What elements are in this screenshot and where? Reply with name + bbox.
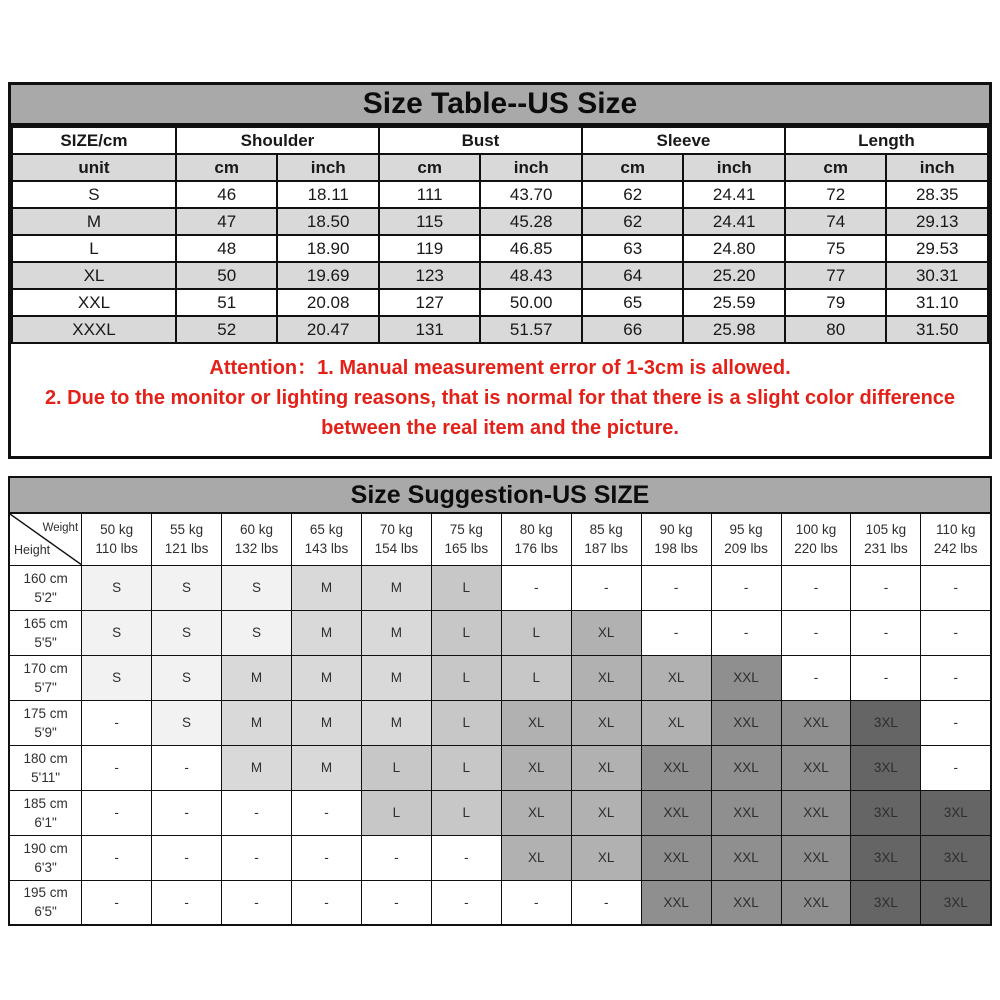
- height-header-cell: 175 cm 5'9": [9, 700, 82, 745]
- suggestion-size-cell: -: [641, 565, 711, 610]
- suggestion-size-cell: XXL: [641, 745, 711, 790]
- size-table-header-row: [12, 127, 988, 154]
- suggestion-size-cell: -: [431, 880, 501, 925]
- measurement-cell: 24.41: [683, 181, 785, 208]
- weight-header-cell: 110 kg 242 lbs: [921, 513, 991, 565]
- size-suggestion-table: [8, 512, 992, 926]
- suggestion-size-cell: L: [431, 700, 501, 745]
- suggestion-size-cell: XXL: [711, 745, 781, 790]
- suggestion-size-cell: -: [781, 610, 851, 655]
- weight-header-cell: 55 kg 121 lbs: [152, 513, 222, 565]
- measurement-cell: 29.53: [886, 235, 988, 262]
- suggestion-size-cell: M: [291, 700, 361, 745]
- suggestion-size-cell: -: [82, 790, 152, 835]
- suggestion-size-cell: -: [431, 835, 501, 880]
- measurement-cell: 29.13: [886, 208, 988, 235]
- suggestion-size-cell: -: [711, 610, 781, 655]
- suggestion-size-cell: M: [291, 565, 361, 610]
- suggestion-size-cell: M: [291, 745, 361, 790]
- weight-header-cell: 100 kg 220 lbs: [781, 513, 851, 565]
- measurement-cell: 65: [582, 289, 684, 316]
- suggestion-size-cell: XXL: [711, 880, 781, 925]
- measurement-cell: 48: [176, 235, 278, 262]
- measurement-cell: 43.70: [480, 181, 582, 208]
- suggestion-size-cell: XL: [571, 700, 641, 745]
- size-label: XXL: [12, 289, 176, 316]
- suggestion-size-cell: -: [152, 745, 222, 790]
- size-label: XXXL: [12, 316, 176, 343]
- unit-cell: inch: [277, 154, 379, 181]
- measurement-cell: 119: [379, 235, 481, 262]
- suggestion-size-cell: XXL: [781, 880, 851, 925]
- unit-cell: cm: [176, 154, 278, 181]
- weight-header-cell: 75 kg 165 lbs: [431, 513, 501, 565]
- attention-note: [11, 344, 989, 456]
- suggestion-size-cell: S: [152, 565, 222, 610]
- measurement-cell: 111: [379, 181, 481, 208]
- corner-weight-label: Weight: [42, 522, 79, 534]
- height-header-cell: 170 cm 5'7": [9, 655, 82, 700]
- suggestion-size-cell: -: [501, 880, 571, 925]
- suggestion-size-cell: M: [291, 610, 361, 655]
- suggestion-size-cell: M: [361, 700, 431, 745]
- suggestion-size-cell: -: [291, 880, 361, 925]
- suggestion-size-cell: -: [921, 610, 991, 655]
- suggestion-size-cell: S: [82, 565, 152, 610]
- measurement-cell: 45.28: [480, 208, 582, 235]
- suggestion-size-cell: -: [781, 565, 851, 610]
- suggestion-row: [9, 565, 991, 610]
- column-group-header: Sleeve: [582, 127, 785, 154]
- suggestion-size-cell: XXL: [781, 745, 851, 790]
- measurement-cell: 46: [176, 181, 278, 208]
- suggestion-size-cell: XXL: [641, 790, 711, 835]
- weight-header-cell: 80 kg 176 lbs: [501, 513, 571, 565]
- suggestion-size-cell: XXL: [641, 880, 711, 925]
- suggestion-size-cell: XL: [571, 610, 641, 655]
- measurement-cell: 74: [785, 208, 887, 235]
- measurement-cell: 50.00: [480, 289, 582, 316]
- suggestion-size-cell: -: [222, 790, 292, 835]
- measurement-cell: 24.41: [683, 208, 785, 235]
- size-table-box: [8, 82, 992, 459]
- suggestion-size-cell: S: [152, 700, 222, 745]
- measurement-cell: 75: [785, 235, 887, 262]
- measurement-cell: 18.11: [277, 181, 379, 208]
- height-header-cell: 185 cm 6'1": [9, 790, 82, 835]
- suggestion-size-cell: XXL: [641, 835, 711, 880]
- suggestion-size-cell: XL: [571, 745, 641, 790]
- weight-header-row: [9, 513, 991, 565]
- suggestion-size-cell: -: [641, 610, 711, 655]
- suggestion-size-cell: XL: [501, 700, 571, 745]
- height-header-cell: 160 cm 5'2": [9, 565, 82, 610]
- suggestion-size-cell: XXL: [781, 790, 851, 835]
- measurement-cell: 19.69: [277, 262, 379, 289]
- suggestion-size-cell: -: [781, 655, 851, 700]
- measurement-cell: 64: [582, 262, 684, 289]
- suggestion-size-cell: XL: [571, 790, 641, 835]
- suggestion-size-cell: -: [361, 880, 431, 925]
- suggestion-size-cell: -: [361, 835, 431, 880]
- measurement-cell: 18.90: [277, 235, 379, 262]
- unit-cell: inch: [886, 154, 988, 181]
- measurement-cell: 77: [785, 262, 887, 289]
- suggestion-size-cell: L: [361, 790, 431, 835]
- suggestion-size-cell: L: [361, 745, 431, 790]
- suggestion-size-cell: S: [82, 610, 152, 655]
- measurement-cell: 72: [785, 181, 887, 208]
- weight-header-cell: 65 kg 143 lbs: [291, 513, 361, 565]
- measurement-cell: 51: [176, 289, 278, 316]
- attention-line-2: 2. Due to the monitor or lighting reasons, that is normal for that there is a slight color difference: [44, 387, 956, 409]
- suggestion-size-cell: XXL: [711, 790, 781, 835]
- measurement-cell: 46.85: [480, 235, 582, 262]
- measurement-cell: 52: [176, 316, 278, 343]
- suggestion-size-cell: -: [291, 790, 361, 835]
- column-group-header: Bust: [379, 127, 582, 154]
- suggestion-size-cell: -: [711, 565, 781, 610]
- height-header-cell: 190 cm 6'3": [9, 835, 82, 880]
- suggestion-size-cell: M: [361, 610, 431, 655]
- measurement-cell: 123: [379, 262, 481, 289]
- suggestion-size-cell: XL: [501, 790, 571, 835]
- suggestion-size-cell: M: [291, 655, 361, 700]
- measurement-cell: 31.50: [886, 316, 988, 343]
- measurement-cell: 48.43: [480, 262, 582, 289]
- weight-header-cell: 50 kg 110 lbs: [82, 513, 152, 565]
- suggestion-size-cell: -: [152, 880, 222, 925]
- suggestion-size-cell: -: [82, 835, 152, 880]
- column-group-header: SIZE/cm: [12, 127, 176, 154]
- size-label: M: [12, 208, 176, 235]
- measurement-cell: 20.08: [277, 289, 379, 316]
- suggestion-row: [9, 880, 991, 925]
- suggestion-size-cell: 3XL: [851, 745, 921, 790]
- suggestion-size-cell: -: [291, 835, 361, 880]
- measurement-cell: 62: [582, 181, 684, 208]
- measurement-cell: 63: [582, 235, 684, 262]
- suggestion-size-cell: L: [431, 655, 501, 700]
- measurement-cell: 127: [379, 289, 481, 316]
- suggestion-size-cell: -: [921, 700, 991, 745]
- suggestion-size-cell: M: [222, 700, 292, 745]
- measurement-cell: 25.20: [683, 262, 785, 289]
- size-label: S: [12, 181, 176, 208]
- corner-height-label: Height: [14, 542, 51, 557]
- suggestion-size-cell: 3XL: [921, 880, 991, 925]
- unit-cell: inch: [480, 154, 582, 181]
- weight-header-cell: 90 kg 198 lbs: [641, 513, 711, 565]
- suggestion-size-cell: -: [921, 565, 991, 610]
- suggestion-size-cell: -: [222, 880, 292, 925]
- weight-header-cell: 60 kg 132 lbs: [222, 513, 292, 565]
- weight-header-cell: 85 kg 187 lbs: [571, 513, 641, 565]
- suggestion-row: [9, 745, 991, 790]
- measurement-cell: 66: [582, 316, 684, 343]
- suggestion-size-cell: -: [82, 880, 152, 925]
- suggestion-size-cell: L: [501, 610, 571, 655]
- suggestion-size-cell: L: [431, 790, 501, 835]
- suggestion-size-cell: XXL: [711, 700, 781, 745]
- unit-cell: cm: [379, 154, 481, 181]
- suggestion-size-cell: 3XL: [851, 835, 921, 880]
- suggestion-size-cell: XL: [571, 835, 641, 880]
- unit-cell: inch: [683, 154, 785, 181]
- suggestion-size-cell: -: [222, 835, 292, 880]
- suggestion-size-cell: -: [82, 700, 152, 745]
- suggestion-size-cell: -: [501, 565, 571, 610]
- suggestion-size-cell: S: [222, 610, 292, 655]
- suggestion-size-cell: L: [501, 655, 571, 700]
- suggestion-size-cell: -: [851, 565, 921, 610]
- suggestion-size-cell: XXL: [781, 835, 851, 880]
- suggestion-size-cell: M: [361, 565, 431, 610]
- measurement-cell: 25.59: [683, 289, 785, 316]
- suggestion-row: [9, 610, 991, 655]
- measurement-cell: 30.31: [886, 262, 988, 289]
- suggestion-size-cell: XL: [571, 655, 641, 700]
- suggestion-size-cell: XL: [501, 745, 571, 790]
- size-table-title: Size Table--US Size: [11, 85, 989, 126]
- measurement-cell: 47: [176, 208, 278, 235]
- suggestion-size-cell: 3XL: [851, 880, 921, 925]
- measurement-cell: 28.35: [886, 181, 988, 208]
- suggestion-size-cell: -: [851, 655, 921, 700]
- unit-row: [12, 154, 988, 181]
- suggestion-size-cell: L: [431, 745, 501, 790]
- suggestion-row: [9, 655, 991, 700]
- suggestion-size-cell: XXL: [711, 835, 781, 880]
- attention-line-3: between the real item and the picture.: [321, 417, 679, 439]
- measurement-cell: 50: [176, 262, 278, 289]
- column-group-header: Length: [785, 127, 988, 154]
- suggestion-size-cell: S: [82, 655, 152, 700]
- unit-cell: cm: [785, 154, 887, 181]
- suggestion-size-cell: -: [152, 790, 222, 835]
- attention-line-1: Attention：1. Manual measurement error of 1-3cm is allowed.: [209, 357, 791, 379]
- suggestion-size-cell: -: [571, 565, 641, 610]
- weight-header-cell: 105 kg 231 lbs: [851, 513, 921, 565]
- suggestion-size-cell: XL: [641, 655, 711, 700]
- measurement-cell: 24.80: [683, 235, 785, 262]
- measurement-cell: 131: [379, 316, 481, 343]
- suggestion-size-cell: L: [431, 610, 501, 655]
- suggestion-size-cell: -: [152, 835, 222, 880]
- suggestion-size-cell: XXL: [781, 700, 851, 745]
- measurement-cell: 79: [785, 289, 887, 316]
- measurement-cell: 25.98: [683, 316, 785, 343]
- suggestion-size-cell: M: [222, 655, 292, 700]
- suggestion-size-cell: -: [921, 745, 991, 790]
- suggestion-size-cell: -: [82, 745, 152, 790]
- height-header-cell: 165 cm 5'5": [9, 610, 82, 655]
- weight-header-cell: 95 kg 209 lbs: [711, 513, 781, 565]
- measurement-cell: 31.10: [886, 289, 988, 316]
- suggestion-size-cell: -: [571, 880, 641, 925]
- suggestion-size-cell: 3XL: [921, 835, 991, 880]
- suggestion-size-cell: -: [851, 610, 921, 655]
- size-row: [12, 262, 988, 289]
- suggestion-size-cell: M: [222, 745, 292, 790]
- suggestion-size-cell: 3XL: [851, 790, 921, 835]
- suggestion-size-cell: 3XL: [851, 700, 921, 745]
- height-header-cell: 195 cm 6'5": [9, 880, 82, 925]
- suggestion-row: [9, 700, 991, 745]
- suggestion-size-cell: 3XL: [921, 790, 991, 835]
- weight-height-corner: [9, 513, 82, 565]
- suggestion-size-cell: S: [152, 610, 222, 655]
- size-label: XL: [12, 262, 176, 289]
- measurement-cell: 80: [785, 316, 887, 343]
- suggestion-row: [9, 835, 991, 880]
- suggestion-size-cell: M: [361, 655, 431, 700]
- suggestion-size-cell: L: [431, 565, 501, 610]
- size-row: [12, 289, 988, 316]
- suggestion-size-cell: S: [222, 565, 292, 610]
- size-row: [12, 181, 988, 208]
- weight-header-cell: 70 kg 154 lbs: [361, 513, 431, 565]
- size-row: [12, 316, 988, 343]
- size-row: [12, 235, 988, 262]
- measurement-cell: 115: [379, 208, 481, 235]
- suggestion-size-cell: -: [921, 655, 991, 700]
- unit-cell: cm: [582, 154, 684, 181]
- size-row: [12, 208, 988, 235]
- measurement-cell: 62: [582, 208, 684, 235]
- size-label: L: [12, 235, 176, 262]
- measurement-cell: 20.47: [277, 316, 379, 343]
- height-header-cell: 180 cm 5'11": [9, 745, 82, 790]
- column-group-header: Shoulder: [176, 127, 379, 154]
- suggestion-size-cell: XL: [501, 835, 571, 880]
- size-table: [11, 126, 989, 344]
- suggestion-size-cell: XXL: [711, 655, 781, 700]
- unit-cell: unit: [12, 154, 176, 181]
- measurement-cell: 18.50: [277, 208, 379, 235]
- measurement-cell: 51.57: [480, 316, 582, 343]
- size-suggestion-box: [8, 476, 992, 926]
- suggestion-row: [9, 790, 991, 835]
- suggestion-size-cell: S: [152, 655, 222, 700]
- suggestion-table-title: Size Suggestion-US SIZE: [8, 476, 992, 512]
- suggestion-size-cell: XL: [641, 700, 711, 745]
